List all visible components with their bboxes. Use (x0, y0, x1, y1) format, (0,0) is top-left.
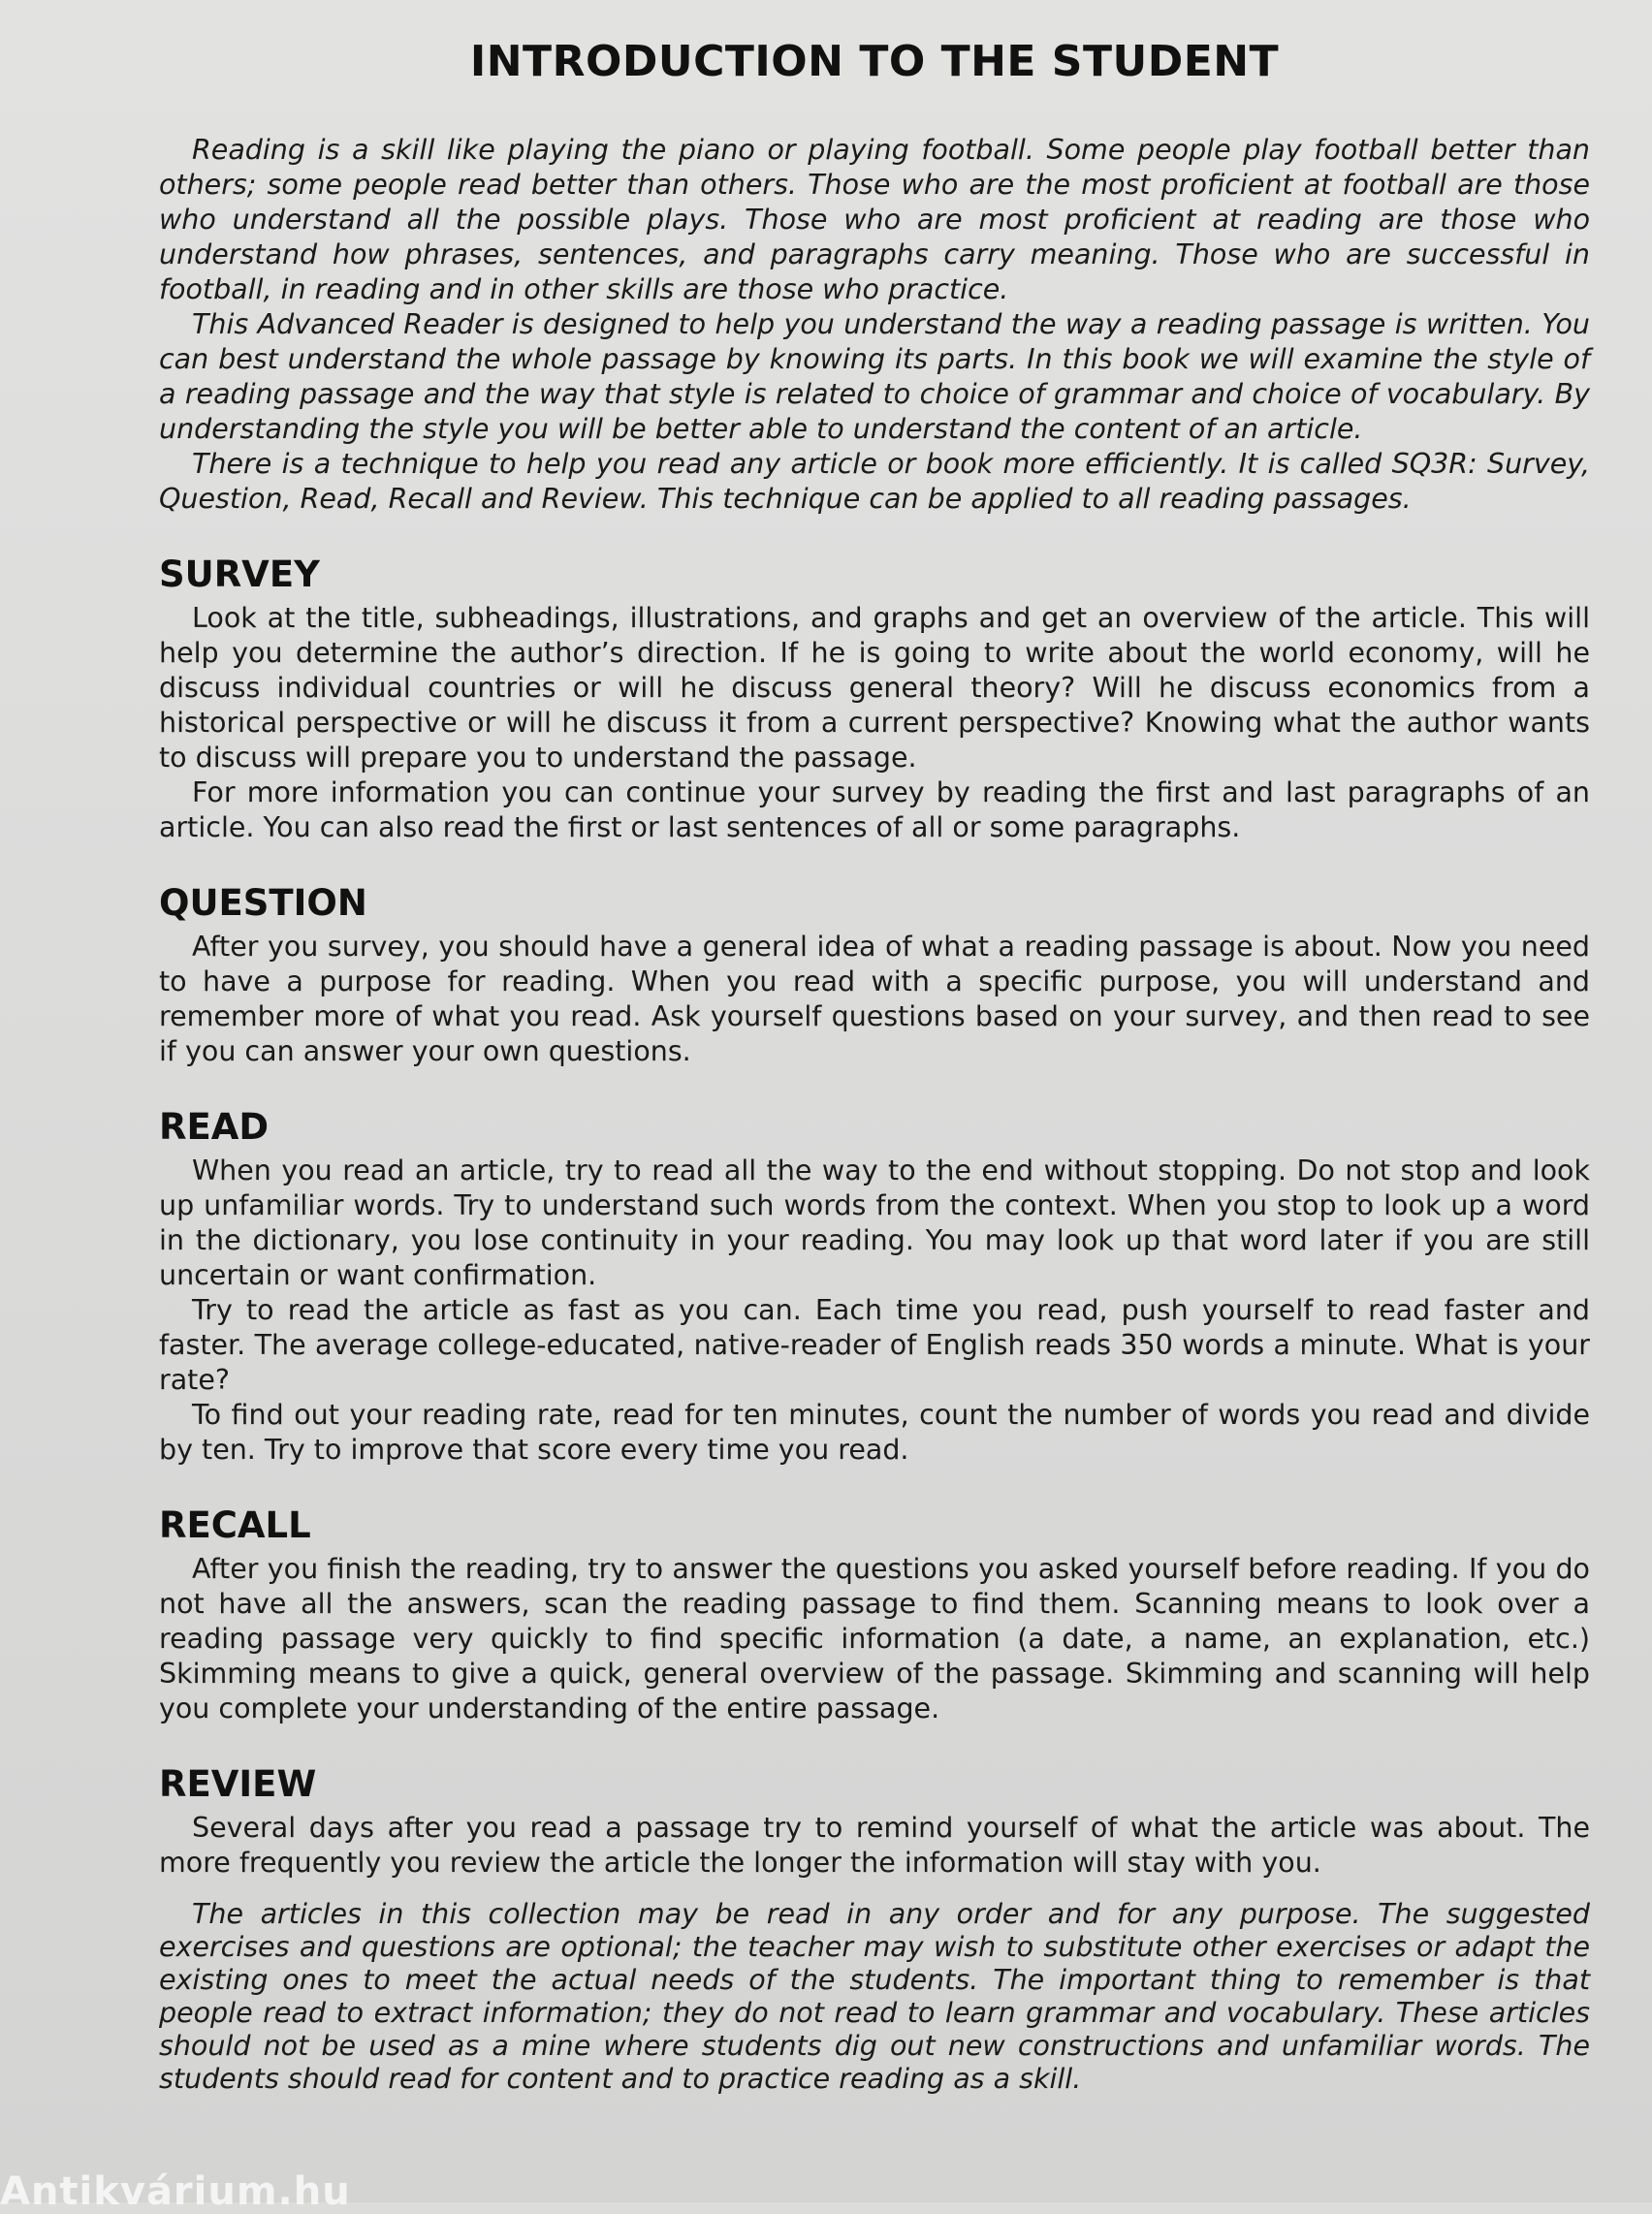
body-paragraph: After you finish the reading, try to answer the questions you asked yourself before reading. If you do not have all the answers, scan the reading passage to find them. Scanning means to look over a reading passage very quickly to find specific information (a date, a name, an explanation, etc.) Skimming means to give a quick, general overview of the passage. Skimming and scanning will help you complete your understanding of the entire passage. (159, 1553, 1590, 1724)
intro-section (159, 133, 1590, 517)
closing-paragraph: The articles in this collection may be read in any order and for any purpose. The suggested exercises and questions are optional; the teacher may wish to substitute other exercises or adapt the existing ones to meet the actual needs of the students. The important thing to remember is that people read to extract information; they do not read to learn grammar and vocabulary. These articles should not be used as a mine where students dig out new constructions and unfamiliar words. The students should read for content and to practice reading as a skill. (159, 1898, 1590, 2095)
page-title: INTRODUCTION TO THE STUDENT (469, 37, 1280, 86)
watermark-text: Antikvárium.hu (0, 2169, 351, 2214)
question-section (159, 882, 1590, 1069)
body-paragraph: After you survey, you should have a general idea of what a reading passage is about. Now you need to have a purpose for reading. When you read with a specific purpose, you will understand and remember more of what you read. Ask yourself questions based on your survey, and then read to see if you can answer your own questions. (159, 931, 1590, 1067)
body-paragraph: Look at the title, subheadings, illustrations, and graphs and get an overview of the article. This will help you determine the author’s direction. If he is going to write about the world economy, will he discuss individual countries or will he discuss general theory? Will he discuss economics from a historical perspective or will he discuss it from a current perspective? Knowing what the author wants to discuss will prepare you to understand the passage. (159, 602, 1590, 774)
page-content (159, 37, 1590, 2096)
section-heading-question: QUESTION (159, 882, 367, 924)
intro-paragraph: There is a technique to help you read any article or book more efficiently. It is called SQ3R: Survey, Question, Read, Recall and Review. This technique can be applied to all reading passages. (159, 448, 1590, 515)
read-section (159, 1106, 1590, 1468)
section-heading-survey: SURVEY (159, 554, 320, 595)
survey-section (159, 554, 1590, 845)
section-heading-recall: RECALL (159, 1504, 311, 1546)
body-paragraph: To find out your reading rate, read for ten minutes, count the number of words you read and divide by ten. Try to improve that score every time you read. (159, 1399, 1590, 1466)
closing-note (159, 1898, 1590, 2096)
body-paragraph: Several days after you read a passage try to remind yourself of what the article was about. The more frequently you review the article the longer the information will stay with you. (159, 1812, 1590, 1879)
review-section (159, 1763, 1590, 1881)
section-heading-read: READ (159, 1106, 270, 1148)
body-paragraph: Try to read the article as fast as you can. Each time you read, push yourself to read faster and faster. The average college-educated, native-reader of English reads 350 words a minute. What is your rate? (159, 1294, 1590, 1396)
section-heading-review: REVIEW (159, 1763, 317, 1805)
body-paragraph: For more information you can continue your survey by reading the first and last paragraphs of an article. You can also read the first or last sentences of all or some paragraphs. (159, 776, 1590, 843)
body-paragraph: When you read an article, try to read all the way to the end without stopping. Do not stop and look up unfamiliar words. Try to understand such words from the context. When you stop to look up a word in the dictionary, you lose continuity in your reading. You may look up that word later if you are still uncertain or want confirmation. (159, 1154, 1590, 1291)
recall-section (159, 1504, 1590, 1726)
intro-paragraph: This Advanced Reader is designed to help you understand the way a reading passage is written. You can best understand the whole passage by knowing its parts. In this book we will examine the style of a reading passage and the way that style is related to choice of grammar and choice of vocabulary. By understanding the style you will be better able to understand the content of an article. (159, 308, 1590, 445)
intro-paragraph: Reading is a skill like playing the piano or playing football. Some people play football better than others; some people read better than others. Those who are the most proficient at football are those who understand all the possible plays. Those who are most proficient at reading are those who understand how phrases, sentences, and paragraphs carry meaning. Those who are successful in football, in reading and in other skills are those who practice. (159, 134, 1590, 305)
